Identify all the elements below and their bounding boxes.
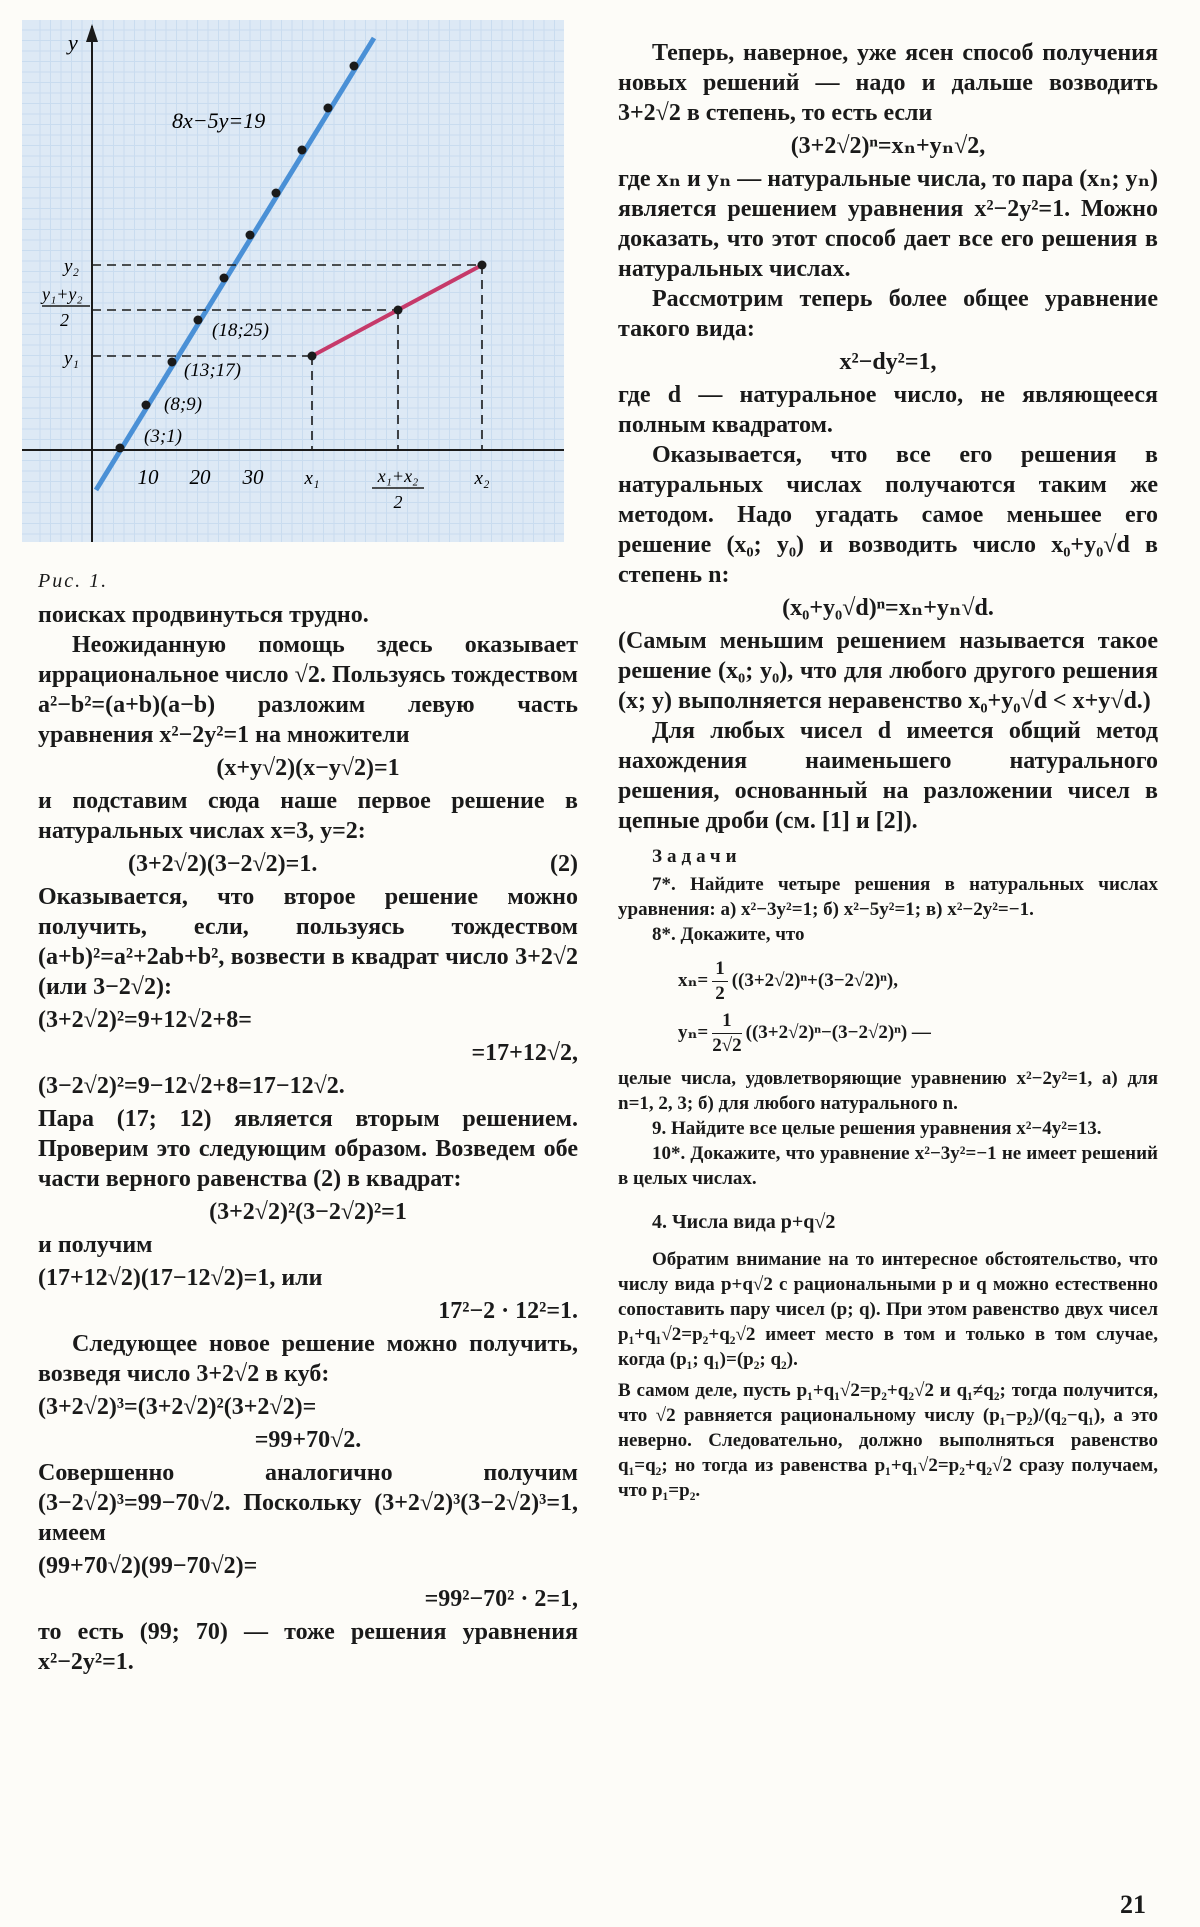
line-point xyxy=(350,62,359,71)
line-label: 8x−5y=19 xyxy=(172,108,266,133)
x-tick-10: 10 xyxy=(137,465,159,489)
equation: =99²−70² · 2=1, xyxy=(424,1586,578,1612)
segment-point xyxy=(394,306,403,315)
x-tick-20: 20 xyxy=(189,465,211,489)
equation: (17+12√2)(17−12√2)=1, или xyxy=(38,1265,323,1291)
task-8: 8*. Докажите, что xyxy=(652,924,805,945)
left-text: и получим xyxy=(38,1232,153,1258)
task-8-text: целые числа, удовлетворяющие уравнению x²−2y²=1, а) для n=1, 2, 3; б) для любого натурального n. xyxy=(618,1068,1158,1114)
task-9: 9. Найдите все целые решения уравнения x²−4y²=13. xyxy=(652,1118,1102,1139)
line-point xyxy=(272,189,281,198)
xmid-num: x₁+x₂ xyxy=(377,466,419,486)
line-point xyxy=(116,444,125,453)
formula-lhs: xₙ= xyxy=(678,969,709,991)
formula-rhs: ((3+2√2)ⁿ−(3−2√2)ⁿ) — xyxy=(745,1021,931,1043)
line-point xyxy=(298,146,307,155)
right-text: Для любых чисел d имеется общий метод нахождения наименьшего натурального решения, основанный на разложении чисел в цепные дроби (см. [1] и [2]). xyxy=(618,718,1158,834)
left-column xyxy=(38,600,578,1677)
equation: =99+70√2. xyxy=(254,1427,362,1453)
fraction-num: 1 xyxy=(712,957,728,982)
left-text: то есть (99; 70) — тоже решения уравнения x²−2y²=1. xyxy=(38,1619,578,1675)
point-label: (8;9) xyxy=(164,394,202,415)
y2-label: y₂ xyxy=(64,256,80,277)
equation: (3+2√2)³=(3+2√2)²(3+2√2)= xyxy=(38,1394,317,1420)
fraction-den: 2 xyxy=(715,983,725,1004)
right-text: Рассмотрим теперь более общее уравнение такого вида: xyxy=(618,286,1158,342)
fraction xyxy=(712,1009,741,1058)
formula-lhs: yₙ= xyxy=(678,1021,709,1043)
left-text: Неожиданную помощь здесь оказывает иррациональное число √2. Пользуясь тождеством a²−b²=(a+b)(a−b) разложим левую часть уравнения x²−2y²=1 на множители xyxy=(38,632,578,748)
line-point xyxy=(142,401,151,410)
x2-label: x₂ xyxy=(474,468,490,489)
right-text: где d — натуральное число, не являющееся полным квадратом. xyxy=(618,382,1158,438)
point-label: (13;17) xyxy=(184,360,241,381)
equation: (3+2√2)²=9+12√2+8= xyxy=(38,1007,252,1033)
segment-point xyxy=(478,261,487,270)
equation: =17+12√2, xyxy=(471,1040,578,1066)
equation: (3−2√2)²=9−12√2+8=17−12√2. xyxy=(38,1073,345,1099)
line-point xyxy=(246,231,255,240)
line-point xyxy=(220,274,229,283)
figure-caption: Рис. 1. xyxy=(38,570,109,592)
equation: (3+2√2)ⁿ=xₙ+yₙ√2, xyxy=(790,133,986,159)
point-label: (3;1) xyxy=(144,426,182,447)
left-text: Следующее новое решение можно получить, возведя число 3+2√2 в куб: xyxy=(38,1331,578,1387)
xmid-den: 2 xyxy=(393,492,403,512)
y-axis-label: y xyxy=(68,30,78,55)
equation: (3+2√2)²(3−2√2)²=1 xyxy=(209,1199,407,1225)
ymid-den: 2 xyxy=(60,310,69,330)
tasks-heading: Задачи xyxy=(652,846,742,867)
right-column xyxy=(618,38,1158,1503)
y1-label: y₁ xyxy=(64,348,80,369)
section-text: В самом деле, пусть p₁+q₁√2=p₂+q₂√2 и q₁≠q₂; тогда получится, что √2 равняется рациональному числу (p₁−p₂)/(q₂−q₁), а это неверно. Следовательно, должно выполняться равенство q₁=q₂; но тогда из равенства p₁+q₁√2=p₂+q₂√2 сразу получаем, что p₁=p₂. xyxy=(618,1380,1158,1501)
left-text: Оказывается, что второе решение можно получить, если, пользуясь тождеством (a+b)²=a²+2ab+b², возвести в квадрат число 3+2√2 (или 3−2√2): xyxy=(38,884,578,1000)
left-text: Пара (17; 12) является вторым решением. Проверим это следующим образом. Возведем обе части верного равенства (2) в квадрат: xyxy=(38,1106,578,1192)
left-text: Совершенно аналогично получим (3−2√2)³=99−70√2. Поскольку (3+2√2)³(3−2√2)³=1, имеем xyxy=(38,1460,578,1546)
line-point xyxy=(324,104,333,113)
task-8-formula-x xyxy=(618,957,1158,1006)
fraction-num: 1 xyxy=(712,1009,741,1034)
right-text: где xₙ и yₙ — натуральные числа, то пара (xₙ; yₙ) является решением уравнения x²−2y²=1. Можно доказать, что этот способ дает все его решения в натуральных числах. xyxy=(618,166,1158,282)
line-point xyxy=(194,316,203,325)
segment-point xyxy=(308,352,317,361)
right-text: (Самым меньшим решением называется такое решение (x₀; y₀), что для любого другого решения (x; y) выполняется неравенство x₀+y₀√d < x+y√d.) xyxy=(618,628,1158,714)
ymid-num: y₁+y₂ xyxy=(42,284,83,304)
left-text: и подставим сюда наше первое решение в натуральных числах x=3, y=2: xyxy=(38,788,578,844)
equation-2 xyxy=(38,849,578,879)
figure-graph xyxy=(22,20,564,542)
equation: (x₀+y₀√d)ⁿ=xₙ+yₙ√d. xyxy=(782,595,994,621)
equation-number: (2) xyxy=(550,851,578,877)
equation: (x+y√2)(x−y√2)=1 xyxy=(216,755,400,781)
x1-label: x₁ xyxy=(304,468,320,489)
x-tick-30: 30 xyxy=(242,465,264,489)
section-heading: 4. Числа вида p+q√2 xyxy=(652,1211,836,1233)
fraction-den: 2√2 xyxy=(712,1035,742,1056)
right-text: Оказывается, что все его решения в натуральных числах получаются таким же методом. Надо угадать самое меньшее его решение (x₀; y₀) и возводить число x₀+y₀√d в степень n: xyxy=(618,442,1158,588)
equation: (3+2√2)(3−2√2)=1. xyxy=(128,851,318,877)
formula-rhs: ((3+2√2)ⁿ+(3−2√2)ⁿ), xyxy=(731,969,898,991)
fraction xyxy=(712,957,728,1006)
task-7: 7*. Найдите четыре решения в натуральных числах уравнения: а) x²−3y²=1; б) x²−5y²=1; в) x²−2y²=−1. xyxy=(618,874,1158,920)
task-8-formula-y xyxy=(618,1009,1158,1058)
section-text: Обратим внимание на то интересное обстоятельство, что числу вида p+q√2 с рациональными p и q можно естественно сопоставить пару чисел (p; q). При этом равенство двух чисел p₁+q₁√2=p₂+q₂√2 имеет место в том и только в том случае, когда (p₁; q₁)=(p₂; q₂). xyxy=(618,1249,1158,1370)
equation: x²−dy²=1, xyxy=(839,349,937,375)
line-point xyxy=(168,358,177,367)
task-10: 10*. Докажите, что уравнение x²−3y²=−1 не имеет решений в целых числах. xyxy=(618,1143,1158,1189)
equation: 17²−2 · 12²=1. xyxy=(438,1298,578,1324)
equation: (99+70√2)(99−70√2)= xyxy=(38,1553,258,1579)
left-text: поисках продвинуться трудно. xyxy=(38,602,369,628)
page-number: 21 xyxy=(1120,1890,1146,1919)
point-label: (18;25) xyxy=(212,320,269,341)
right-text: Теперь, наверное, уже ясен способ получения новых решений — надо и дальше возводить 3+2√2 в степень, то есть если xyxy=(618,40,1158,126)
